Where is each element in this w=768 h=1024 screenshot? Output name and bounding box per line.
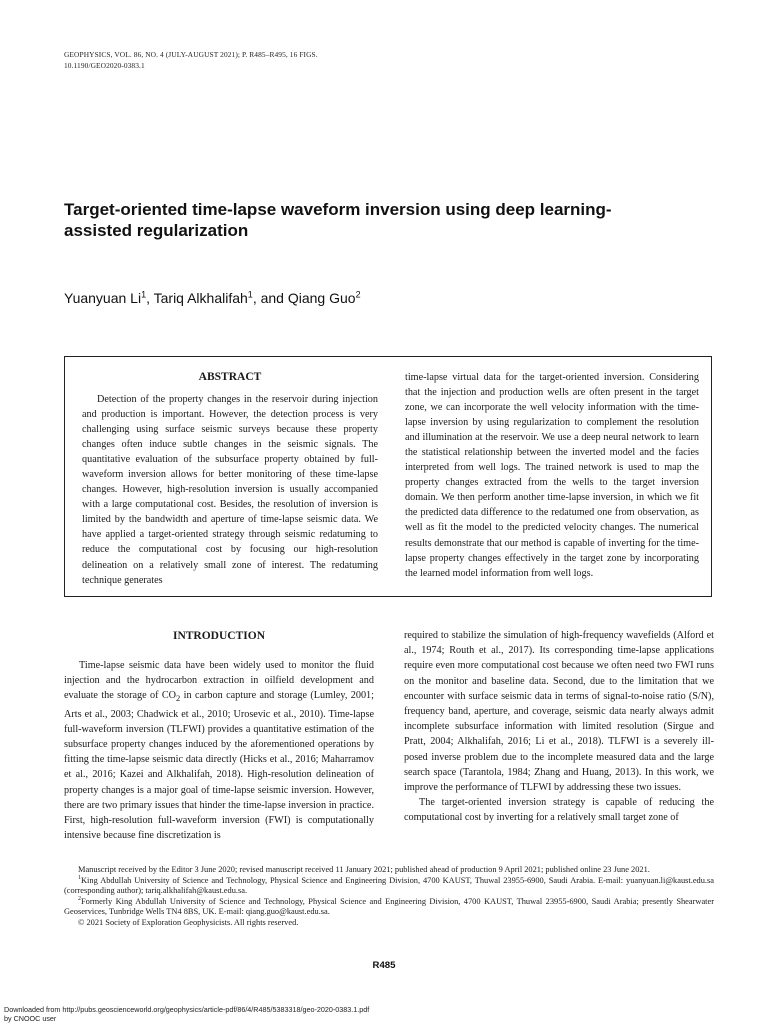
author-name: Qiang Guo	[287, 290, 356, 306]
doi-text: 10.1190/GEO2020-0383.1	[64, 61, 145, 70]
paragraph-text: in carbon capture and storage (Lumley, 2001; Arts et al., 2003; Chadwick et al., 2010; Urosevic et al., 2010). Time-lapse full-waveform inversion (TLFWI) provides a quantitative estimation of the subsurface property changes induced by the aforementioned operations by fitting the time-lapse seismic data directly (Hicks et al., 2016; Maharramov et al., 2016; Kazei and Alkhalifah, 2018). High-resolution delineation of property changes is a major goal of time-lapse seismic inversion. However, there are two primary issues that hinder the time-lapse inversion in practice. First, high-resolution full-waveform inversion (FWI) is computationally intensive because fine discretization is	[64, 690, 374, 842]
body-paragraph-continued: required to stabilize the simulation of high-frequency wavefields (Alford et al., 1974; Routh et al., 2017). Its corresponding time-lapse applications require even more computational cost because we often need two FWI runs on the monitor and baseline data. Second, due to the limitation that we encounter with surface seismic data in terms of signal-to-noise ratio (S/N), frequency band, aperture, and coverage, seismic data nearly always admit incomplete subsurface information with limited resolution (Sirgue and Pratt, 2004; Alkhalifah, 2016; Li et al., 2018). TLFWI is a severely ill-posed inverse problem due to the incomplete measured data and the large search space (Tarantola, 1984; Zhang and Huang, 2013). In this work, we improve the performance of TLFWI by addressing these two issues.	[404, 630, 714, 794]
body-paragraph: The target-oriented inversion strategy is capable of reducing the computational cost by inverting for a relatively small target zone of	[404, 797, 714, 824]
abstract-left-column	[82, 370, 378, 588]
author-conjunction: and	[260, 290, 284, 306]
affiliation-footnote	[64, 876, 714, 897]
section-heading-introduction: INTRODUCTION	[172, 630, 265, 642]
journal-citation: GEOPHYSICS, VOL. 86, NO. 4 (JULY-AUGUST 2021); P. R485–R495, 16 FIGS.	[64, 50, 318, 59]
subscript-text: 2	[176, 693, 181, 704]
footnote-text: King Abdullah University of Science and Technology, Physical Science and Engineering Division, 4700 KAUST, Thuwal 23955-6900, Saudi Arabia. E-mail: yuanyuan.li@kaust.edu.sa (corresponding author); tariq.alkhalifah@kaust.edu.sa.	[64, 875, 714, 896]
abstract-heading: ABSTRACT	[198, 371, 262, 383]
download-notice	[4, 1006, 369, 1023]
body-paragraph	[64, 658, 374, 843]
download-user-text: by CNOOC user	[4, 1013, 57, 1023]
footnote-marker: 2	[78, 895, 81, 902]
author-list: Yuanyuan Li$^1$, Tariq Alkhalifah$^1$, and Qiang Guo$^2$	[64, 289, 361, 306]
manuscript-history: Manuscript received by the Editor 3 June 2020; revised manuscript received 11 January 2021; published ahead of production 9 April 2021; published online 23 June 2021.	[78, 865, 650, 874]
abstract-right-column	[405, 370, 699, 581]
journal-header	[64, 49, 318, 71]
paragraph-text: Time-lapse seismic data have been widely used to monitor the fluid injection and the hydrocarbon extraction in oilfield development and evaluate the storage of CO	[64, 660, 374, 702]
affiliation-marker: 1	[141, 289, 147, 300]
body-right-column	[404, 628, 714, 826]
author-name: Tariq Alkhalifah	[153, 290, 248, 306]
affiliation-marker: 1	[247, 289, 253, 300]
footnotes	[64, 865, 714, 929]
abstract-paragraph: Detection of the property changes in the reservoir during injection and production is important. However, the detection process is very challenging using surface seismic surveys because these property changes often induce subtle changes in the seismic signals. The quantitative evaluation of the subsurface property obtained by full-waveform inversion allows for better monitoring of these time-lapse changes. However, high-resolution inversion is usually accompanied with a large computational cost. Besides, the resolution of inversion is limited by the bandwidth and aperture of time-lapse seismic data. We have applied a target-oriented strategy through seismic redatuming to reduce the computational cost by focusing our high-resolution delineation on a relatively small zone of interest. The redatuming technique generates	[82, 394, 378, 586]
affiliation-marker: 2	[355, 289, 361, 300]
author-name: Yuanyuan Li	[64, 290, 142, 306]
footnote-text: Formerly King Abdullah University of Science and Technology, Physical Science and Engineering Division, 4700 KAUST, Thuwal 23955-6900, Saudi Arabia; presently Shearwater Geoservices, Tunbridge Wells TN4 8BS, UK. E-mail: qiang.guo@kaust.edu.sa.	[64, 896, 714, 917]
abstract-paragraph-continued: time-lapse virtual data for the target-oriented inversion. Considering that the injection and production wells are often present in the target zone, we can incorporate the well velocity information with the time-lapse inversion by using regularization to complement the resolution and illumination at the reservoir. We use a deep neural network to learn the statistical relationship between the inverted model and the facies interpreted from well logs. The trained network is used to map the property changes extracted from the wells to the target inversion domain. We then perform another time-lapse inversion, in which we fit the predicted data difference to the redatumed one from observation, as well as fit the model to the predicted velocity changes. The numerical results demonstrate that our method is capable of inverting for the time-lapse property changes effectively in the target zone by incorporating the learned model information from well logs.	[405, 372, 699, 579]
body-left-column	[64, 628, 374, 843]
paper-title: Target-oriented time-lapse waveform inversion using deep learning-assisted regularization	[64, 200, 612, 240]
page-number: R485	[372, 960, 396, 971]
copyright-notice: © 2021 Society of Exploration Geophysicists. All rights reserved.	[78, 917, 299, 927]
abstract-box	[64, 356, 712, 597]
footnote-marker: 1	[78, 874, 81, 881]
affiliation-footnote	[64, 897, 714, 918]
download-url-text: Downloaded from http://pubs.geoscienceworld.org/geophysics/article-pdf/86/4/R485/5383318/geo-2020-0383.1.pdf	[4, 1005, 370, 1014]
